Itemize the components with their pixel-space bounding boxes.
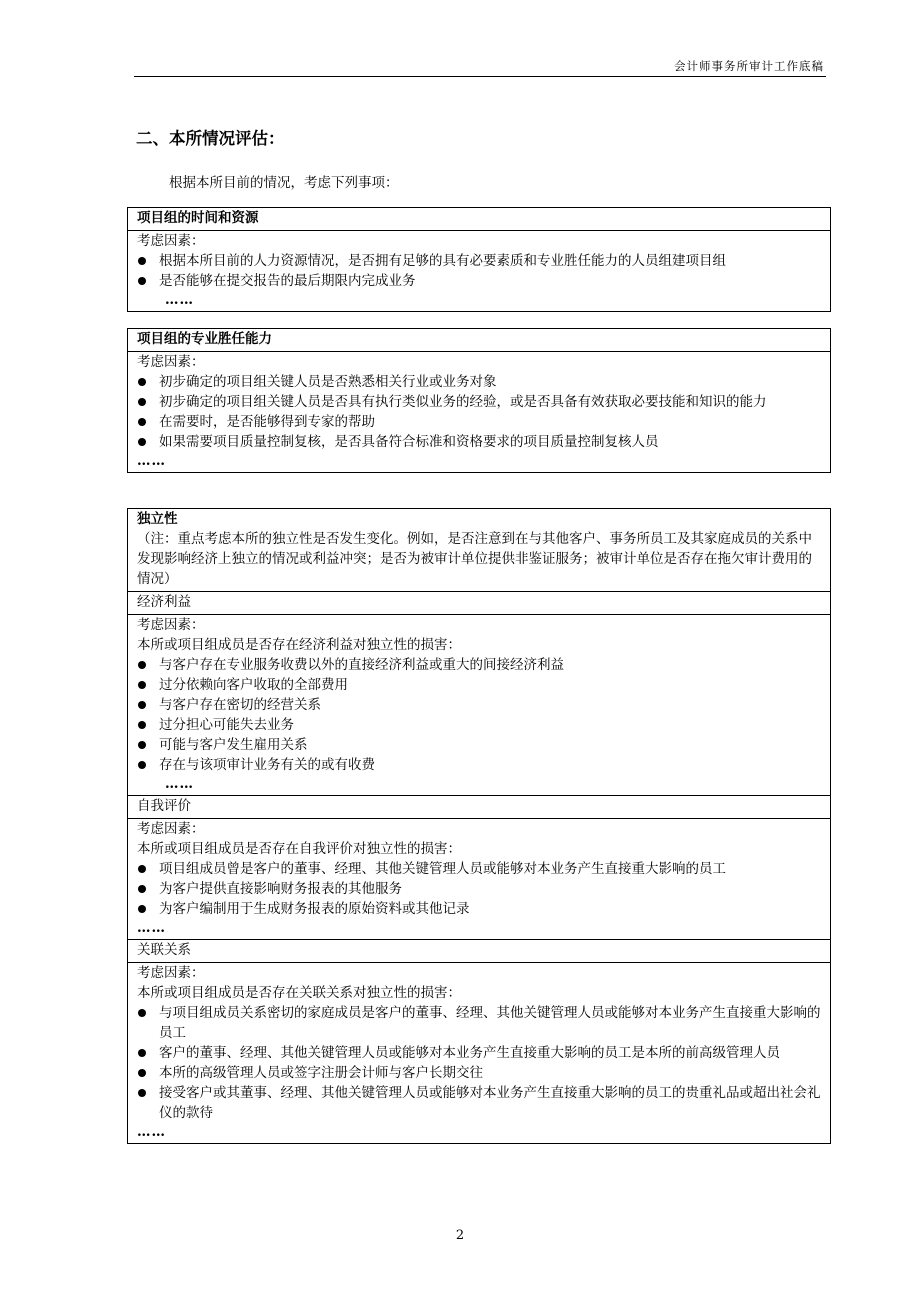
ellipsis: …… bbox=[165, 292, 194, 308]
list-item: 根据本所目前的人力资源情况，是否拥有足够的具有必要素质和专业胜任能力的人员组建项目组 bbox=[137, 251, 822, 271]
factors-label: 考虑因素： bbox=[137, 617, 205, 633]
time-resources-box bbox=[127, 207, 831, 312]
related-body-row bbox=[128, 963, 830, 1143]
question-text: 本所或项目组成员是否存在自我评价对独立性的损害： bbox=[137, 841, 461, 857]
ellipsis: …… bbox=[137, 920, 166, 936]
economic-interest-title: 经济利益 bbox=[137, 594, 191, 610]
box-title-row bbox=[128, 208, 830, 231]
bullet-icon bbox=[138, 277, 146, 285]
bullet-list bbox=[137, 372, 822, 452]
list-item: 如果需要项目质量控制复核，是否具备符合标准和资格要求的项目质量控制复核人员 bbox=[137, 432, 822, 452]
bullet-icon bbox=[138, 741, 146, 749]
header-text: 会计师事务所审计工作底稿 bbox=[674, 59, 824, 73]
related-party-title: 关联关系 bbox=[137, 942, 191, 958]
bullet-icon bbox=[138, 378, 146, 386]
competence-box bbox=[127, 328, 831, 473]
list-item: 本所的高级管理人员或签字注册会计师与客户长期交往 bbox=[137, 1063, 822, 1083]
ellipsis: …… bbox=[137, 453, 166, 469]
bullet-icon bbox=[138, 661, 146, 669]
bullet-icon bbox=[138, 418, 146, 426]
ellipsis: …… bbox=[165, 776, 194, 792]
list-item: 初步确定的项目组关键人员是否熟悉相关行业或业务对象 bbox=[137, 372, 822, 392]
list-item: 与客户存在专业服务收费以外的直接经济利益或重大的间接经济利益 bbox=[137, 655, 822, 675]
independence-note: （注：重点考虑本所的独立性是否发生变化。例如，是否注意到在与其他客户、事务所员工及其家庭成员的关系中发现影响经济上独立的情况或利益冲突；是否为被审计单位提供非鉴证服务；被审计单位是否存在拖欠审计费用的情况） bbox=[137, 531, 812, 587]
bullet-list bbox=[137, 1003, 822, 1123]
header-rule bbox=[134, 76, 826, 77]
list-item: 可能与客户发生雇用关系 bbox=[137, 735, 822, 755]
economic-title-row bbox=[128, 592, 830, 615]
self-review-title: 自我评价 bbox=[137, 798, 191, 814]
list-item: 客户的董事、经理、其他关键管理人员或能够对本业务产生直接重大影响的员工是本所的前高级管理人员 bbox=[137, 1043, 822, 1063]
related-title-row bbox=[128, 940, 830, 963]
bullet-icon bbox=[138, 721, 146, 729]
box-body-row bbox=[128, 352, 830, 472]
list-item: 过分担心可能失去业务 bbox=[137, 715, 822, 735]
list-item: 与客户存在密切的经营关系 bbox=[137, 695, 822, 715]
list-item: 为客户编制用于生成财务报表的原始资料或其他记录 bbox=[137, 899, 822, 919]
self-review-title-row bbox=[128, 796, 830, 819]
factors-label: 考虑因素： bbox=[137, 354, 205, 370]
box-title: 项目组的时间和资源 bbox=[137, 210, 259, 226]
list-item: 在需要时，是否能够得到专家的帮助 bbox=[137, 412, 822, 432]
question-text: 本所或项目组成员是否存在关联关系对独立性的损害： bbox=[137, 985, 461, 1001]
box-body-row bbox=[128, 231, 830, 311]
bullet-icon bbox=[138, 257, 146, 265]
list-item: 是否能够在提交报告的最后期限内完成业务 bbox=[137, 271, 822, 291]
box-title: 项目组的专业胜任能力 bbox=[137, 331, 272, 347]
bullet-icon bbox=[138, 681, 146, 689]
bullet-icon bbox=[138, 865, 146, 873]
independence-header-row bbox=[128, 509, 830, 592]
intro-text: 根据本所目前的情况，考虑下列事项： bbox=[169, 175, 399, 191]
question-text: 本所或项目组成员是否存在经济利益对独立性的损害： bbox=[137, 637, 461, 653]
bullet-icon bbox=[138, 1069, 146, 1077]
factors-label: 考虑因素： bbox=[137, 233, 205, 249]
list-item: 存在与该项审计业务有关的或有收费 bbox=[137, 755, 822, 775]
economic-body-row bbox=[128, 615, 830, 796]
bullet-icon bbox=[138, 1089, 146, 1097]
ellipsis: …… bbox=[137, 1124, 166, 1140]
self-review-body-row bbox=[128, 819, 830, 940]
bullet-list bbox=[137, 655, 822, 775]
bullet-list bbox=[137, 859, 822, 919]
box-title-row bbox=[128, 329, 830, 352]
bullet-icon bbox=[138, 1049, 146, 1057]
section-title: 二、本所情况评估： bbox=[136, 129, 285, 148]
box-title: 独立性 bbox=[137, 511, 178, 527]
bullet-icon bbox=[138, 885, 146, 893]
list-item: 为客户提供直接影响财务报表的其他服务 bbox=[137, 879, 822, 899]
list-item: 项目组成员曾是客户的董事、经理、其他关键管理人员或能够对本业务产生直接重大影响的员工 bbox=[137, 859, 822, 879]
independence-box bbox=[127, 508, 831, 1144]
bullet-icon bbox=[138, 761, 146, 769]
list-item: 与项目组成员关系密切的家庭成员是客户的董事、经理、其他关键管理人员或能够对本业务产生直接重大影响的员工 bbox=[137, 1003, 822, 1043]
bullet-icon bbox=[138, 398, 146, 406]
factors-label: 考虑因素： bbox=[137, 965, 205, 981]
bullet-icon bbox=[138, 1009, 146, 1017]
page-number: 2 bbox=[455, 1228, 465, 1243]
list-item: 接受客户或其董事、经理、其他关键管理人员或能够对本业务产生直接重大影响的员工的贵重礼品或超出社会礼仪的款待 bbox=[137, 1083, 822, 1123]
bullet-icon bbox=[138, 438, 146, 446]
list-item: 初步确定的项目组关键人员是否具有执行类似业务的经验，或是否具备有效获取必要技能和知识的能力 bbox=[137, 392, 822, 412]
list-item: 过分依赖向客户收取的全部费用 bbox=[137, 675, 822, 695]
bullet-icon bbox=[138, 905, 146, 913]
bullet-icon bbox=[138, 701, 146, 709]
bullet-list bbox=[137, 251, 822, 291]
factors-label: 考虑因素： bbox=[137, 821, 205, 837]
